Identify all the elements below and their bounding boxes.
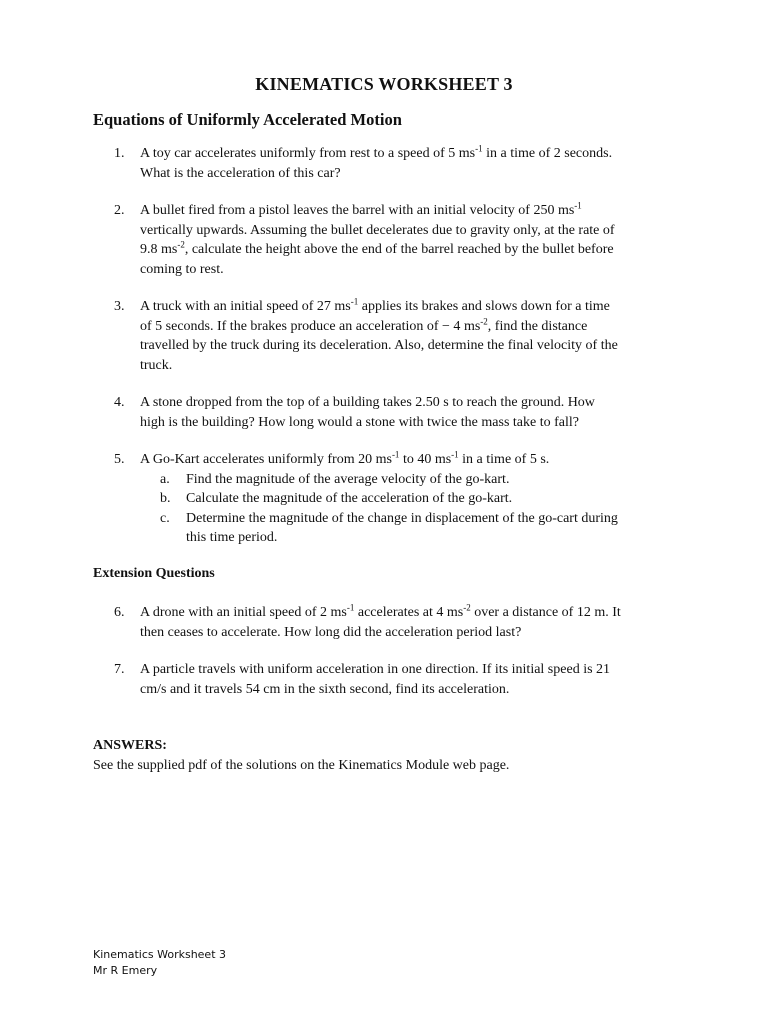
- question-line: A truck with an initial speed of 27 $ms^{-1}$ applies its brakes and slows down for a time: [140, 296, 610, 314]
- question-item: [114, 201, 684, 279]
- question-line: coming to rest.: [140, 261, 224, 277]
- question-line: A drone with an initial speed of 2 $ms^{-1}$ accelerates at 4 $ms^{-2}$ over a distance of 12 m. It: [140, 602, 621, 620]
- question-number: 5.: [114, 452, 125, 467]
- question-text: [140, 660, 684, 699]
- question-line: then ceases to accelerate. How long did the acceleration period last?: [140, 624, 522, 640]
- question-number: 1.: [114, 146, 125, 161]
- section-heading: Equations of Uniformly Accelerated Motion: [93, 110, 402, 129]
- question-line: 9.8 $ms^{-2}$, calculate the height above the end of the barrel reached by the bullet before: [140, 239, 614, 257]
- footer-author: Mr R Emery: [93, 964, 158, 977]
- question-item: [114, 603, 684, 642]
- extension-heading: Extension Questions: [93, 566, 215, 581]
- question-number: 3.: [114, 299, 125, 314]
- question-number: 6.: [114, 605, 125, 620]
- question-text: [140, 297, 684, 375]
- answers-text: See the supplied pdf of the solutions on the Kinematics Module web page.: [93, 758, 510, 773]
- sub-question: [140, 489, 684, 509]
- sub-question-text: Determine the magnitude of the change in displacement of the go-cart during this time period.: [186, 510, 618, 545]
- question-text: [140, 144, 684, 183]
- question-item: [114, 393, 684, 432]
- sub-question-letter: a.: [160, 471, 170, 487]
- question-line: What is the acceleration of this car?: [140, 165, 341, 181]
- question-line: A stone dropped from the top of a building takes 2.50 s to reach the ground. How: [140, 395, 595, 410]
- question-text: [140, 603, 684, 642]
- question-item: [114, 450, 684, 548]
- question-line: A Go-Kart accelerates uniformly from 20 $ms^{-1}$ to 40 $ms^{-1}$ in a time of 5 s.: [140, 449, 550, 467]
- question-line: of 5 seconds. If the brakes produce an acceleration of − 4 $ms^{-2}$, find the distance: [140, 315, 588, 334]
- answers-heading: ANSWERS:: [93, 738, 167, 753]
- sub-question-text: Calculate the magnitude of the acceleration of the go-kart.: [186, 491, 513, 506]
- question-line: A toy car accelerates uniformly from rest to a speed of 5 $ms^{-1}$ in a time of 2 seconds.: [140, 143, 613, 161]
- worksheet-title: KINEMATICS WORKSHEET 3: [255, 74, 513, 94]
- sub-question: [140, 470, 684, 490]
- question-number: 4.: [114, 395, 125, 410]
- question-item: [114, 660, 684, 699]
- question-line: A particle travels with uniform acceleration in one direction. If its initial speed is 21: [140, 662, 611, 677]
- question-line: truck.: [140, 357, 173, 373]
- question-line: A bullet fired from a pistol leaves the barrel with an initial velocity of 250 $ms^{-1}$: [140, 200, 582, 218]
- question-line: cm/s and it travels 54 cm in the sixth second, find its acceleration.: [140, 681, 510, 697]
- question-text: [140, 450, 684, 470]
- question-item: [114, 144, 684, 183]
- question-text: [140, 201, 684, 279]
- question-item: [114, 297, 684, 375]
- sub-question: [140, 509, 684, 548]
- question-line: high is the building? How long would a stone with twice the mass take to fall?: [140, 414, 579, 430]
- question-number: 7.: [114, 662, 125, 677]
- question-number: 2.: [114, 203, 125, 218]
- sub-question-text: Find the magnitude of the average velocity of the go-kart.: [186, 471, 510, 487]
- footer-title: Kinematics Worksheet 3: [93, 948, 227, 961]
- sub-question-letter: c.: [160, 510, 170, 526]
- question-line: vertically upwards. Assuming the bullet decelerates due to gravity only, at the rate of: [140, 222, 615, 238]
- question-text: [140, 393, 684, 432]
- question-line: travelled by the truck during its deceleration. Also, determine the final velocity of the: [140, 338, 618, 353]
- sub-question-letter: b.: [160, 491, 171, 506]
